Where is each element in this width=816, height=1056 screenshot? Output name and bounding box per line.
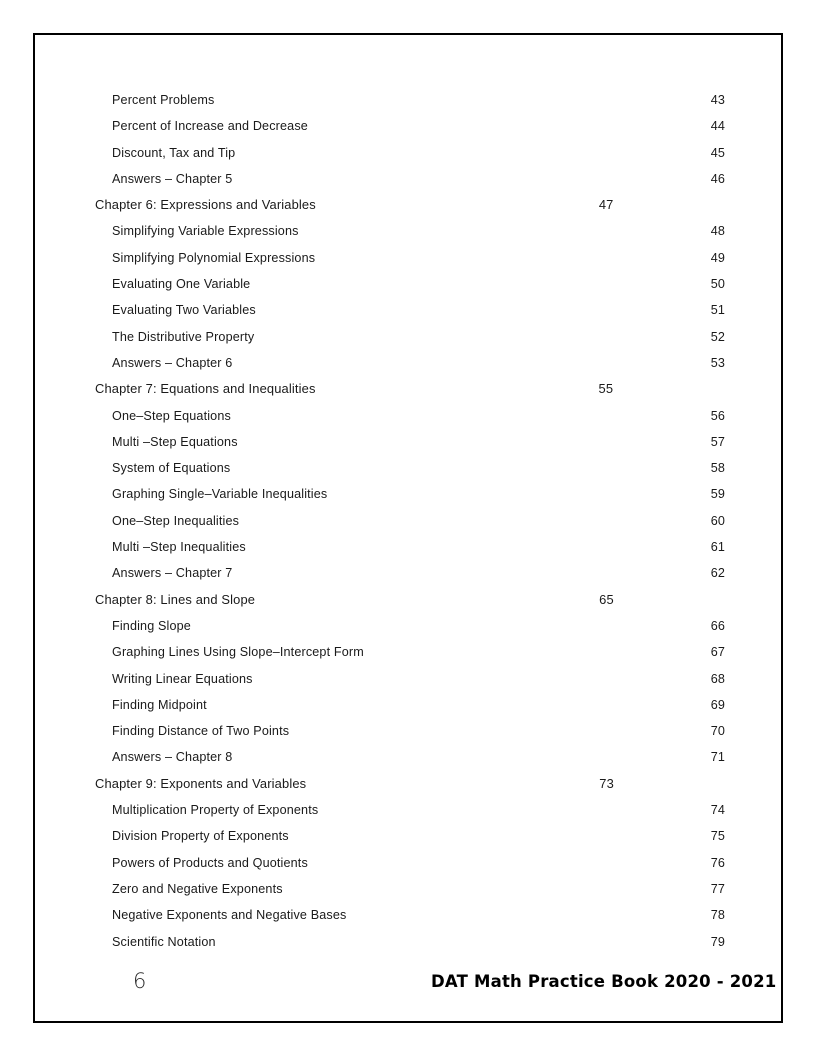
toc-entry-page-number: 65: [599, 591, 614, 607]
toc-entry-title: Division Property of Exponents: [112, 829, 289, 844]
toc-entry-title: Powers of Products and Quotients: [112, 855, 308, 870]
toc-dot-leader: [191, 617, 711, 630]
footer-page-number: 6: [133, 969, 147, 993]
toc-section-entry[interactable]: [95, 166, 725, 192]
toc-entry-title: Writing Linear Equations: [112, 671, 253, 686]
toc-entry-title: System of Equations: [112, 461, 231, 476]
toc-dot-leader: [283, 880, 711, 893]
toc-entry-page-number: 43: [710, 93, 725, 107]
toc-entry-page-number: 60: [710, 513, 725, 528]
toc-chapter-entry[interactable]: [95, 376, 725, 402]
toc-section-entry[interactable]: [95, 613, 725, 639]
toc-dot-leader: [253, 670, 711, 683]
toc-section-entry[interactable]: [95, 218, 725, 244]
toc-entry-title: Answers – Chapter 6: [112, 355, 233, 370]
toc-chapter-entry[interactable]: [95, 587, 725, 613]
toc-dot-leader: [299, 223, 711, 236]
toc-entry-page-number: 47: [598, 197, 614, 213]
toc-dot-leader: [316, 196, 599, 209]
toc-section-entry[interactable]: [95, 929, 725, 955]
toc-dot-leader: [316, 380, 599, 393]
toc-entry-page-number: 46: [710, 171, 725, 186]
toc-dot-leader: [308, 854, 711, 867]
toc-dot-leader: [232, 170, 710, 183]
toc-entry-title: Zero and Negative Exponents: [112, 881, 283, 896]
toc-entry-page-number: 59: [710, 487, 725, 502]
table-of-contents: [95, 87, 725, 955]
toc-section-entry[interactable]: [95, 481, 725, 507]
toc-dot-leader: [232, 749, 710, 762]
toc-dot-leader: [318, 801, 710, 814]
toc-entry-page-number: 79: [710, 934, 725, 949]
toc-dot-leader: [306, 775, 599, 788]
toc-entry-title: Evaluating One Variable: [112, 277, 251, 292]
toc-entry-page-number: 55: [598, 381, 614, 397]
toc-dot-leader: [289, 723, 711, 736]
toc-entry-page-number: 57: [710, 434, 725, 449]
toc-section-entry[interactable]: [95, 797, 725, 823]
toc-dot-leader: [364, 644, 711, 657]
toc-dot-leader: [256, 302, 711, 315]
toc-entry-title: Finding Midpoint: [112, 697, 207, 712]
toc-entry-page-number: 67: [710, 645, 725, 660]
toc-entry-page-number: 75: [710, 829, 725, 844]
toc-entry-page-number: 78: [710, 908, 725, 923]
toc-section-entry[interactable]: [95, 718, 725, 744]
toc-section-entry[interactable]: [95, 403, 725, 429]
toc-section-entry[interactable]: [95, 823, 725, 849]
toc-entry-title: The Distributive Property: [112, 329, 255, 344]
toc-entry-page-number: 66: [710, 618, 725, 633]
toc-section-entry[interactable]: [95, 850, 725, 876]
toc-entry-page-number: 58: [710, 461, 725, 476]
toc-entry-page-number: 76: [710, 855, 725, 870]
toc-section-entry[interactable]: [95, 140, 725, 166]
toc-dot-leader: [250, 275, 710, 288]
toc-dot-leader: [232, 565, 710, 578]
toc-entry-title: Graphing Single–Variable Inequalities: [112, 487, 328, 502]
toc-chapter-entry[interactable]: [95, 771, 725, 797]
toc-dot-leader: [315, 249, 711, 262]
toc-entry-page-number: 74: [710, 803, 725, 818]
toc-entry-page-number: 69: [710, 697, 725, 712]
toc-entry-page-number: 68: [710, 671, 725, 686]
toc-entry-title: Evaluating Two Variables: [112, 303, 256, 318]
toc-dot-leader: [255, 591, 599, 604]
toc-entry-title: Answers – Chapter 7: [112, 566, 233, 581]
toc-dot-leader: [231, 407, 711, 420]
toc-entry-title: Answers – Chapter 8: [112, 750, 233, 765]
toc-entry-page-number: 45: [710, 145, 725, 160]
toc-entry-page-number: 56: [710, 408, 725, 423]
toc-entry-page-number: 62: [710, 566, 725, 581]
toc-section-entry[interactable]: [95, 560, 725, 586]
toc-section-entry[interactable]: [95, 87, 725, 113]
toc-section-entry[interactable]: [95, 245, 725, 271]
toc-entry-page-number: 77: [710, 881, 725, 896]
toc-section-entry[interactable]: [95, 324, 725, 350]
toc-entry-title: Multi –Step Equations: [112, 434, 238, 449]
toc-entry-title: Chapter 6: Expressions and Variables: [95, 197, 316, 213]
toc-section-entry[interactable]: [95, 271, 725, 297]
toc-section-entry[interactable]: [95, 666, 725, 692]
toc-entry-page-number: 53: [710, 355, 725, 370]
toc-dot-leader: [238, 433, 711, 446]
toc-dot-leader: [254, 328, 710, 341]
toc-dot-leader: [346, 907, 710, 920]
toc-entry-title: Scientific Notation: [112, 934, 216, 949]
toc-entry-title: Simplifying Polynomial Expressions: [112, 250, 316, 265]
toc-dot-leader: [235, 144, 710, 157]
toc-entry-title: Chapter 7: Equations and Inequalities: [95, 381, 316, 397]
toc-dot-leader: [327, 486, 710, 499]
footer-book-title: DAT Math Practice Book 2020 - 2021: [431, 972, 777, 991]
toc-entry-title: Percent of Increase and Decrease: [112, 119, 308, 134]
toc-entry-page-number: 48: [710, 224, 725, 239]
toc-entry-title: Simplifying Variable Expressions: [112, 224, 299, 239]
page-sheet: [33, 33, 783, 1023]
toc-section-entry[interactable]: [95, 692, 725, 718]
toc-section-entry[interactable]: [95, 455, 725, 481]
toc-dot-leader: [232, 354, 710, 367]
toc-chapter-entry[interactable]: [95, 192, 725, 218]
toc-section-entry[interactable]: [95, 429, 725, 455]
toc-dot-leader: [246, 538, 711, 551]
toc-dot-leader: [230, 460, 710, 473]
toc-dot-leader: [207, 696, 711, 709]
toc-entry-page-number: 71: [710, 750, 725, 765]
toc-entry-page-number: 70: [710, 724, 725, 739]
toc-entry-title: Finding Distance of Two Points: [112, 724, 290, 739]
toc-entry-page-number: 73: [599, 775, 614, 791]
toc-entry-title: Finding Slope: [112, 618, 191, 633]
toc-section-entry[interactable]: [95, 297, 725, 323]
toc-dot-leader: [308, 118, 711, 131]
toc-entry-title: One–Step Equations: [112, 408, 231, 423]
toc-section-entry[interactable]: [95, 534, 725, 560]
page-content-area: [35, 35, 781, 1021]
toc-entry-title: Percent Problems: [112, 93, 215, 107]
page-footer: [35, 953, 781, 993]
toc-entry-page-number: 50: [710, 277, 725, 292]
toc-entry-page-number: 49: [710, 250, 725, 265]
toc-entry-title: Chapter 9: Exponents and Variables: [95, 775, 307, 791]
toc-entry-title: Discount, Tax and Tip: [112, 145, 236, 160]
toc-section-entry[interactable]: [95, 744, 725, 770]
toc-section-entry[interactable]: [95, 639, 725, 665]
toc-section-entry[interactable]: [95, 113, 725, 139]
toc-entry-page-number: 51: [710, 303, 725, 318]
toc-dot-leader: [239, 512, 711, 525]
toc-section-entry[interactable]: [95, 508, 725, 534]
toc-dot-leader: [216, 933, 711, 946]
toc-section-entry[interactable]: [95, 902, 725, 928]
toc-section-entry[interactable]: [95, 876, 725, 902]
toc-section-entry[interactable]: [95, 350, 725, 376]
toc-entry-title: Multiplication Property of Exponents: [112, 803, 319, 818]
toc-dot-leader: [215, 91, 711, 104]
toc-entry-title: Answers – Chapter 5: [112, 171, 233, 186]
toc-entry-title: Negative Exponents and Negative Bases: [112, 908, 347, 923]
toc-entry-title: One–Step Inequalities: [112, 513, 240, 528]
toc-entry-page-number: 61: [710, 540, 725, 555]
toc-entry-title: Graphing Lines Using Slope–Intercept Form: [112, 645, 364, 660]
toc-entry-page-number: 52: [710, 329, 725, 344]
toc-entry-page-number: 44: [710, 119, 725, 134]
toc-entry-title: Chapter 8: Lines and Slope: [95, 591, 256, 607]
toc-entry-title: Multi –Step Inequalities: [112, 540, 246, 555]
toc-dot-leader: [289, 828, 711, 841]
